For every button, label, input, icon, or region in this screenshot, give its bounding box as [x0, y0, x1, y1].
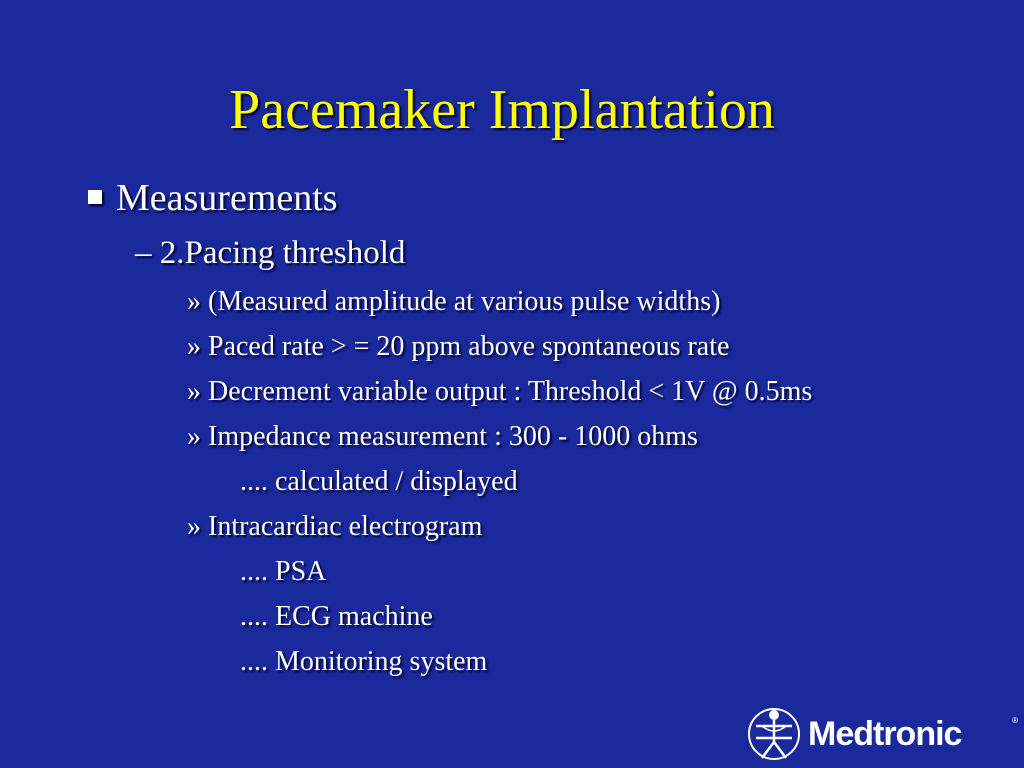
item-paced-rate: » Paced rate > = 20 ppm above spontaneous rate	[187, 331, 730, 362]
square-bullet-icon	[88, 190, 102, 204]
item-psa: .... PSA	[240, 556, 327, 587]
item-ecg-machine: .... ECG machine	[240, 601, 433, 632]
item-decrement-output: » Decrement variable output : Threshold < 1V @ 0.5ms	[187, 376, 813, 407]
registered-mark: ®	[1012, 716, 1018, 725]
item-measured-amplitude: » (Measured amplitude at various pulse widths)	[187, 286, 721, 317]
medtronic-logo	[746, 704, 1018, 764]
bullet-measurements	[88, 172, 338, 224]
medtronic-figure-icon	[746, 706, 802, 762]
sub-bullet-pacing-threshold: – 2.Pacing threshold	[135, 235, 406, 271]
item-impedance: » Impedance measurement : 300 - 1000 ohms	[187, 421, 698, 452]
bullet-measurements-label: Measurements	[116, 177, 338, 219]
medtronic-wordmark: Medtronic	[808, 715, 962, 753]
item-monitoring-system: .... Monitoring system	[240, 646, 488, 677]
slide-title: Pacemaker Implantation	[229, 79, 775, 141]
item-intracardiac-electrogram: » Intracardiac electrogram	[187, 511, 483, 542]
item-calculated-displayed: .... calculated / displayed	[240, 466, 518, 497]
